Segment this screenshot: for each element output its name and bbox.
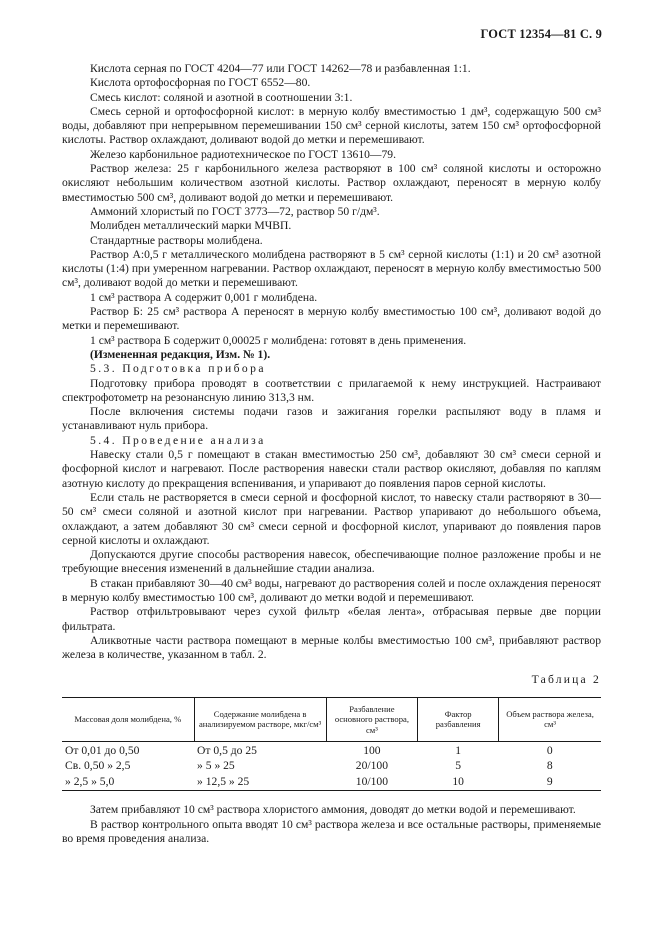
column-header: Разбавление основного раствора, см³ [326,697,418,741]
table-cell: Св. 0,50 » 2,5 [65,759,131,773]
table-row [62,757,601,772]
table-cell: » 5 » 25 [197,759,235,773]
reagent-list [62,62,601,362]
paragraph: Раствор А:0,5 г металлического молибдена растворяют в 5 см³ серной кислоты (1:1) и 20 см³ азотной кислоты (1:4) при умеренном нагревании. Раствор охлаждают, переносят в мерную колбу вместимостью 500 см³, доливают водой до метки и перемешивают. [62,247,601,290]
paragraph: Кислота серная по ГОСТ 4204—77 или ГОСТ 14262—78 и разбавленная 1:1. [90,62,471,75]
table-cell: 10 [418,773,499,791]
paragraph: Аммоний хлористый по ГОСТ 3773—72, раствор 50 г/дм³. [90,204,380,218]
table-cell: 8 [546,759,553,773]
column-header: Объем раствора железа, см³ [499,697,601,741]
table-cell: От 0,01 до 0,50 [65,743,140,757]
column-header: Массовая доля молибдена, % [62,697,194,741]
paragraph: После включения системы подачи газов и зажигания горелки распыляют воду в пламя и устанавливают нуль прибора. [62,405,601,433]
table-cell: » 2,5 » 5,0 [62,773,194,791]
paragraph: Если сталь не растворяется в смеси серной и фосфорной кислот, то навеску стали растворяют в 30—50 см³ смеси соляной и азотной кислот при нагревании. Раствор упаривают до небольшого объема, охлаждают, а затем добавляют 30 см³ смеси серной и фосфорной кислот, упаривают до появления паров серной кислоты и охлаждают. [62,490,601,547]
table-2 [62,697,601,791]
paragraph: Раствор отфильтровывают через сухой фильтр «белая лента», отбрасывая первые две порции фильтрата. [62,605,601,633]
paragraph: 1 см³ раствора А содержит 0,001 г молибдена. [90,290,318,304]
paragraph: Кислота ортофосфорная по ГОСТ 6552—80. [90,76,311,90]
section-title-5-3: 5.3. Подготовка прибора [90,362,266,376]
paragraph: В раствор контрольного опыта вводят 10 см³ раствора железа и все остальные растворы, применяемые во время проведения анализа. [62,817,601,845]
table-row [62,741,601,757]
table-cell: » 12,5 » 25 [194,773,326,791]
table-cell: 20/100 [355,759,389,773]
column-header: Фактор разбавления [418,697,499,741]
paragraph: Подготовку прибора проводят в соответствии с прилагаемой к нему инструкцией. Настраивают спектрофотометр на резонансную линию 313,3 нм. [62,376,601,404]
table-row [62,773,601,791]
edition-note: (Измененная редакция, Изм. № 1). [90,347,271,361]
closing-paragraphs [62,803,601,846]
table-header-row [62,697,601,741]
paragraph: Аликвотные части раствора помещают в мерные колбы вместимостью 100 см³, прибавляют раствор железа в количестве, указанном в табл. 2. [62,633,601,662]
table-cell: 10/100 [326,773,418,791]
paragraph: 1 см³ раствора Б содержит 0,00025 г молибдена: готовят в день применения. [90,333,467,347]
table-cell: 9 [499,773,601,791]
page-header: ГОСТ 12354—81 С. 9 [480,27,602,41]
paragraph: Смесь серной и ортофосфорной кислот: в мерную колбу вместимостью 1 дм³, содержащую 500 см³ воды, добавляют при непрерывном перемешивании 150 см³ серной кислоты, затем 150 см³ ортофосфорной кислоты. Раствор охлаждают, доливают водой до метки и перемешивают. [62,104,601,147]
page-content [62,62,601,846]
table-caption: Таблица 2 [531,673,601,687]
table-cell: От 0,5 до 25 [197,743,257,757]
paragraph: Допускаются другие способы растворения навесок, обеспечивающие полное разложение пробы и не требующие внесения изменений в дальнейшие стадии анализа. [62,548,601,576]
column-header: Содержание молибдена в анализируемом растворе, мкг/см³ [194,697,326,741]
paragraph: Навеску стали 0,5 г помещают в стакан вместимостью 250 см³, добавляют 30 см³ смеси серной и фосфорной кислот и нагревают. После растворения навески стали раствор окисляют, добавляя по каплям азотную кислоту до прекращения вспенивания, и упаривают до появления паров серной кислоты. [62,448,601,490]
section-title-5-4: 5.4. Проведение анализа [90,433,266,447]
paragraph: Раствор железа: 25 г карбонильного железа растворяют в 100 см³ соляной кислоты и осторожно окисляют небольшим количеством азотной кислоты. Раствор охлаждают, переносят в мерную колбу вместимостью 500 см³, доливают водой до метки и перемешивают. [62,162,601,204]
paragraph: Раствор Б: 25 см³ раствора А переносят в мерную колбу вместимостью 100 см³, доливают водой до метки и перемешивают. [62,305,601,333]
paragraph: Стандартные растворы молибдена. [90,233,263,247]
table-cell: 5 [455,759,462,773]
table-cell: 0 [546,743,553,757]
table-cell: 100 [363,743,381,757]
paragraph: Железо карбонильное радиотехническое по ГОСТ 13610—79. [90,147,396,161]
paragraph: В стакан прибавляют 30—40 см³ воды, нагревают до растворения солей и после охлаждения переносят в мерную колбу вместимостью 100 см³, доливают до метки водой и перемешивают. [62,576,601,604]
paragraph: Молибден металлический марки МЧВП. [90,219,292,233]
paragraph: Затем прибавляют 10 см³ раствора хлористого аммония, доводят до метки водой и перемешивают. [90,803,576,817]
table-cell: 1 [455,743,462,757]
paragraph: Смесь кислот: соляной и азотной в соотношении 3:1. [90,90,353,104]
